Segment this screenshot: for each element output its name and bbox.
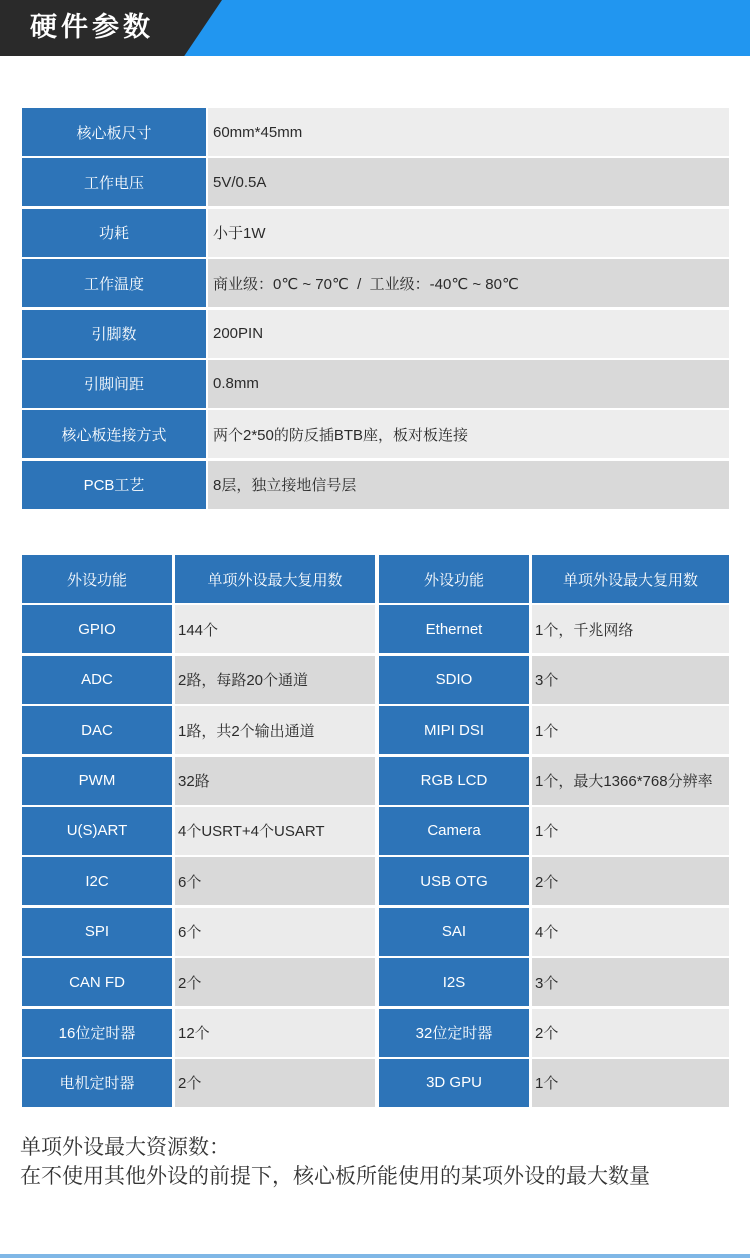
spec-row	[22, 410, 729, 458]
spec-value: 60mm*45mm	[208, 108, 729, 156]
peripheral-count: 2个	[532, 857, 729, 905]
peripheral-name: I2S	[379, 958, 529, 1006]
peripheral-name: I2C	[22, 857, 172, 905]
peripheral-name: 电机定时器	[22, 1059, 172, 1107]
peripheral-name: Ethernet	[379, 605, 529, 653]
spec-key: 功耗	[22, 209, 206, 257]
spec-row	[22, 360, 729, 408]
spec-value: 8层，独立接地信号层	[208, 461, 729, 509]
peripheral-table	[22, 555, 729, 1109]
spec-key: 工作温度	[22, 259, 206, 307]
bottom-divider	[0, 1254, 750, 1258]
column-header: 单项外设最大复用数	[532, 555, 729, 603]
header-banner	[0, 0, 750, 56]
table-row	[22, 1009, 729, 1057]
table-row	[22, 1059, 729, 1107]
spec-key: 引脚数	[22, 310, 206, 358]
peripheral-count: 6个	[175, 857, 375, 905]
peripheral-name: 32位定时器	[379, 1009, 529, 1057]
table-header-row	[22, 555, 729, 603]
table-row	[22, 857, 729, 905]
column-header: 外设功能	[379, 555, 529, 603]
spec-table	[22, 108, 729, 511]
table-row	[22, 605, 729, 653]
table-row	[22, 807, 729, 855]
peripheral-name: CAN FD	[22, 958, 172, 1006]
spec-row	[22, 209, 729, 257]
spec-row	[22, 310, 729, 358]
spec-row	[22, 259, 729, 307]
peripheral-count: 1个，千兆网络	[532, 605, 729, 653]
peripheral-count: 1个	[532, 807, 729, 855]
spec-key: 核心板尺寸	[22, 108, 206, 156]
peripheral-count: 2路，每路20个通道	[175, 656, 375, 704]
peripheral-count: 1路，共2个输出通道	[175, 706, 375, 754]
peripheral-count: 32路	[175, 757, 375, 805]
peripheral-name: ADC	[22, 656, 172, 704]
peripheral-name: SDIO	[379, 656, 529, 704]
peripheral-name: 16位定时器	[22, 1009, 172, 1057]
spec-value: 5V/0.5A	[208, 158, 729, 206]
table-row	[22, 757, 729, 805]
spec-row	[22, 158, 729, 206]
page-title: 硬件参数	[30, 12, 154, 43]
table-row	[22, 958, 729, 1006]
peripheral-count: 2个	[175, 1059, 375, 1107]
peripheral-name: SPI	[22, 908, 172, 956]
peripheral-name: DAC	[22, 706, 172, 754]
spec-key: 引脚间距	[22, 360, 206, 408]
peripheral-count: 1个，最大1366*768分辨率	[532, 757, 729, 805]
footnote-title: 单项外设最大资源数：	[20, 1136, 230, 1159]
peripheral-name: U(S)ART	[22, 807, 172, 855]
peripheral-name: GPIO	[22, 605, 172, 653]
spec-value: 两个2*50的防反插BTB座，板对板连接	[208, 410, 729, 458]
spec-key: 工作电压	[22, 158, 206, 206]
spec-key: PCB工艺	[22, 461, 206, 509]
peripheral-count: 4个	[532, 908, 729, 956]
peripheral-count: 2个	[532, 1009, 729, 1057]
peripheral-name: PWM	[22, 757, 172, 805]
footnote-text: 在不使用其他外设的前提下，核心板所能使用的某项外设的最大数量	[20, 1165, 650, 1188]
peripheral-name: MIPI DSI	[379, 706, 529, 754]
table-row	[22, 706, 729, 754]
peripheral-name: SAI	[379, 908, 529, 956]
spec-value: 商业级：0℃ ~ 70℃ / 工业级：-40℃ ~ 80℃	[208, 259, 729, 307]
spec-row	[22, 108, 729, 156]
peripheral-count: 2个	[175, 958, 375, 1006]
spec-key: 核心板连接方式	[22, 410, 206, 458]
peripheral-count: 1个	[532, 1059, 729, 1107]
peripheral-count: 144个	[175, 605, 375, 653]
peripheral-count: 3个	[532, 656, 729, 704]
spec-value: 0.8mm	[208, 360, 729, 408]
table-row	[22, 908, 729, 956]
column-header: 外设功能	[22, 555, 172, 603]
peripheral-count: 4个USRT+4个USART	[175, 807, 375, 855]
spec-value: 200PIN	[208, 310, 729, 358]
peripheral-name: 3D GPU	[379, 1059, 529, 1107]
spec-row	[22, 461, 729, 509]
peripheral-count: 1个	[532, 706, 729, 754]
column-header: 单项外设最大复用数	[175, 555, 375, 603]
peripheral-count: 3个	[532, 958, 729, 1006]
spec-value: 小于1W	[208, 209, 729, 257]
peripheral-name: Camera	[379, 807, 529, 855]
footnote	[20, 1133, 650, 1191]
table-row	[22, 656, 729, 704]
peripheral-name: RGB LCD	[379, 757, 529, 805]
peripheral-name: USB OTG	[379, 857, 529, 905]
peripheral-count: 6个	[175, 908, 375, 956]
peripheral-count: 12个	[175, 1009, 375, 1057]
